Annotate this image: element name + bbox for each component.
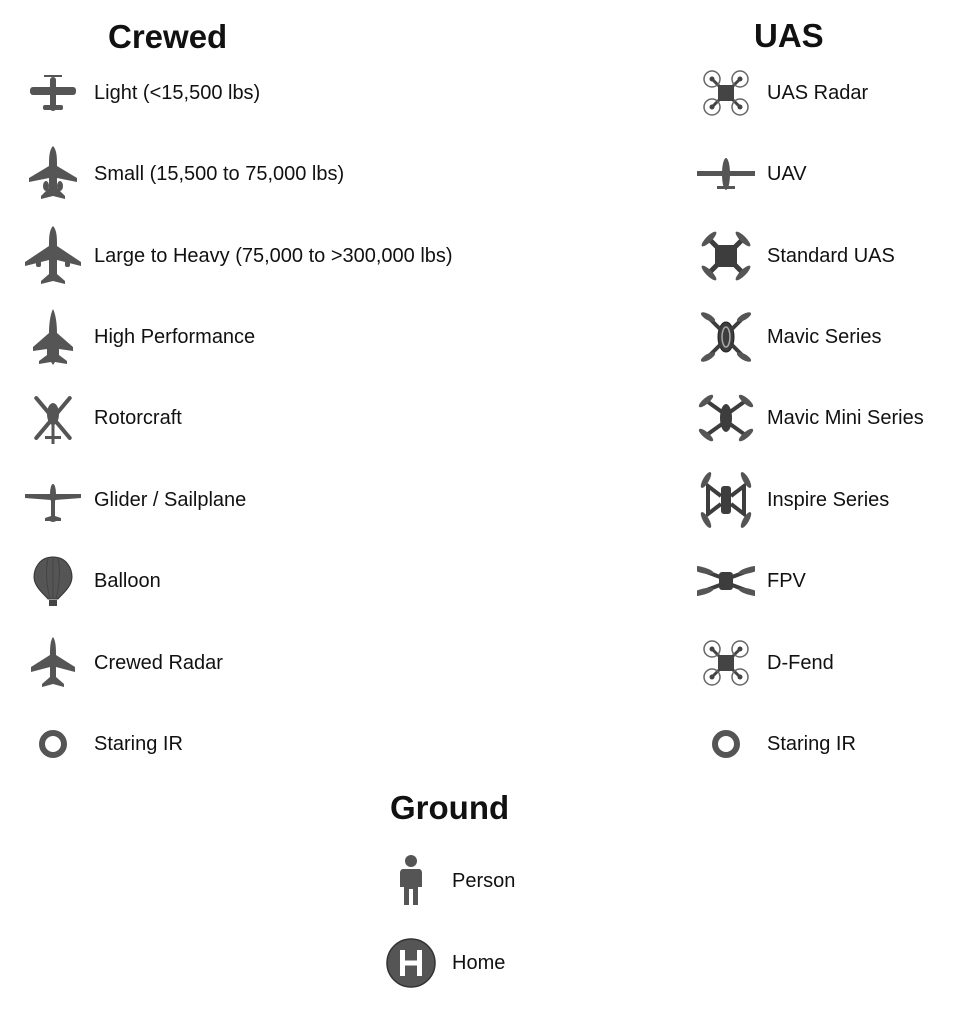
legend-label: UAV xyxy=(767,162,807,185)
uav-icon xyxy=(697,143,755,205)
balloon-icon xyxy=(24,550,82,612)
uas-heading: UAS xyxy=(754,17,824,54)
legend-item-d-fend xyxy=(697,632,834,694)
legend-label: Rotorcraft xyxy=(94,406,182,429)
legend-label: Small (15,500 to 75,000 lbs) xyxy=(94,162,345,185)
helipad-icon xyxy=(382,932,440,994)
legend-item-crewed-radar xyxy=(24,632,223,694)
radar-plane-icon xyxy=(24,632,82,694)
legend-item-uav xyxy=(697,143,807,205)
legend-item-large-heavy xyxy=(24,225,453,287)
legend-label: Light (<15,500 lbs) xyxy=(94,81,261,104)
light-aircraft-icon xyxy=(24,62,82,124)
legend-label: FPV xyxy=(767,569,806,592)
legend-label: Mavic Mini Series xyxy=(767,406,924,429)
crewed-heading: Crewed xyxy=(108,18,228,55)
legend-item-glider xyxy=(24,469,246,531)
mavic-mini-drone-icon xyxy=(697,387,755,449)
legend-label: D-Fend xyxy=(767,651,834,674)
legend-label: High Performance xyxy=(94,325,256,348)
legend-item-uas-radar xyxy=(697,62,868,124)
legend-label: UAS Radar xyxy=(767,81,869,104)
ring-icon xyxy=(697,713,755,775)
legend-item-fpv xyxy=(697,550,806,612)
legend-item-mavic-mini-series xyxy=(697,387,924,449)
legend-label: Standard UAS xyxy=(767,244,895,267)
fpv-drone-icon xyxy=(697,550,755,612)
legend-label: Glider / Sailplane xyxy=(94,488,247,511)
small-jet-icon xyxy=(24,143,82,205)
legend-label: Large to Heavy (75,000 to >300,000 lbs) xyxy=(94,244,453,267)
glider-icon xyxy=(24,469,82,531)
legend-item-small xyxy=(24,143,344,205)
fighter-jet-icon xyxy=(24,306,82,368)
airliner-icon xyxy=(24,225,82,287)
ring-icon xyxy=(24,713,82,775)
legend-item-balloon xyxy=(24,550,161,612)
standard-drone-icon xyxy=(697,225,755,287)
legend-label: Person xyxy=(452,869,516,892)
legend-item-uas-staring-ir xyxy=(697,713,856,775)
legend-item-crewed-staring-ir xyxy=(24,713,183,775)
quadcopter-outline-icon xyxy=(697,632,755,694)
inspire-drone-icon xyxy=(697,469,755,531)
legend-item-rotorcraft xyxy=(24,387,182,449)
legend-item-home xyxy=(382,932,505,994)
legend-label: Inspire Series xyxy=(767,488,890,511)
legend-label: Balloon xyxy=(94,569,161,592)
legend-item-person xyxy=(382,850,515,912)
quadcopter-outline-icon xyxy=(697,62,755,124)
legend-label: Mavic Series xyxy=(767,325,882,348)
helicopter-icon xyxy=(24,387,82,449)
legend-label: Staring IR xyxy=(94,732,183,755)
legend-item-light xyxy=(24,62,260,124)
legend-label: Crewed Radar xyxy=(94,651,223,674)
legend-item-standard-uas xyxy=(697,225,895,287)
legend-item-inspire-series xyxy=(697,469,889,531)
person-icon xyxy=(382,850,440,912)
legend-label: Home xyxy=(452,951,506,974)
legend-label: Staring IR xyxy=(767,732,856,755)
legend-item-high-performance xyxy=(24,306,255,368)
ground-heading: Ground xyxy=(390,789,510,826)
mavic-drone-icon xyxy=(697,306,755,368)
legend-item-mavic-series xyxy=(697,306,881,368)
